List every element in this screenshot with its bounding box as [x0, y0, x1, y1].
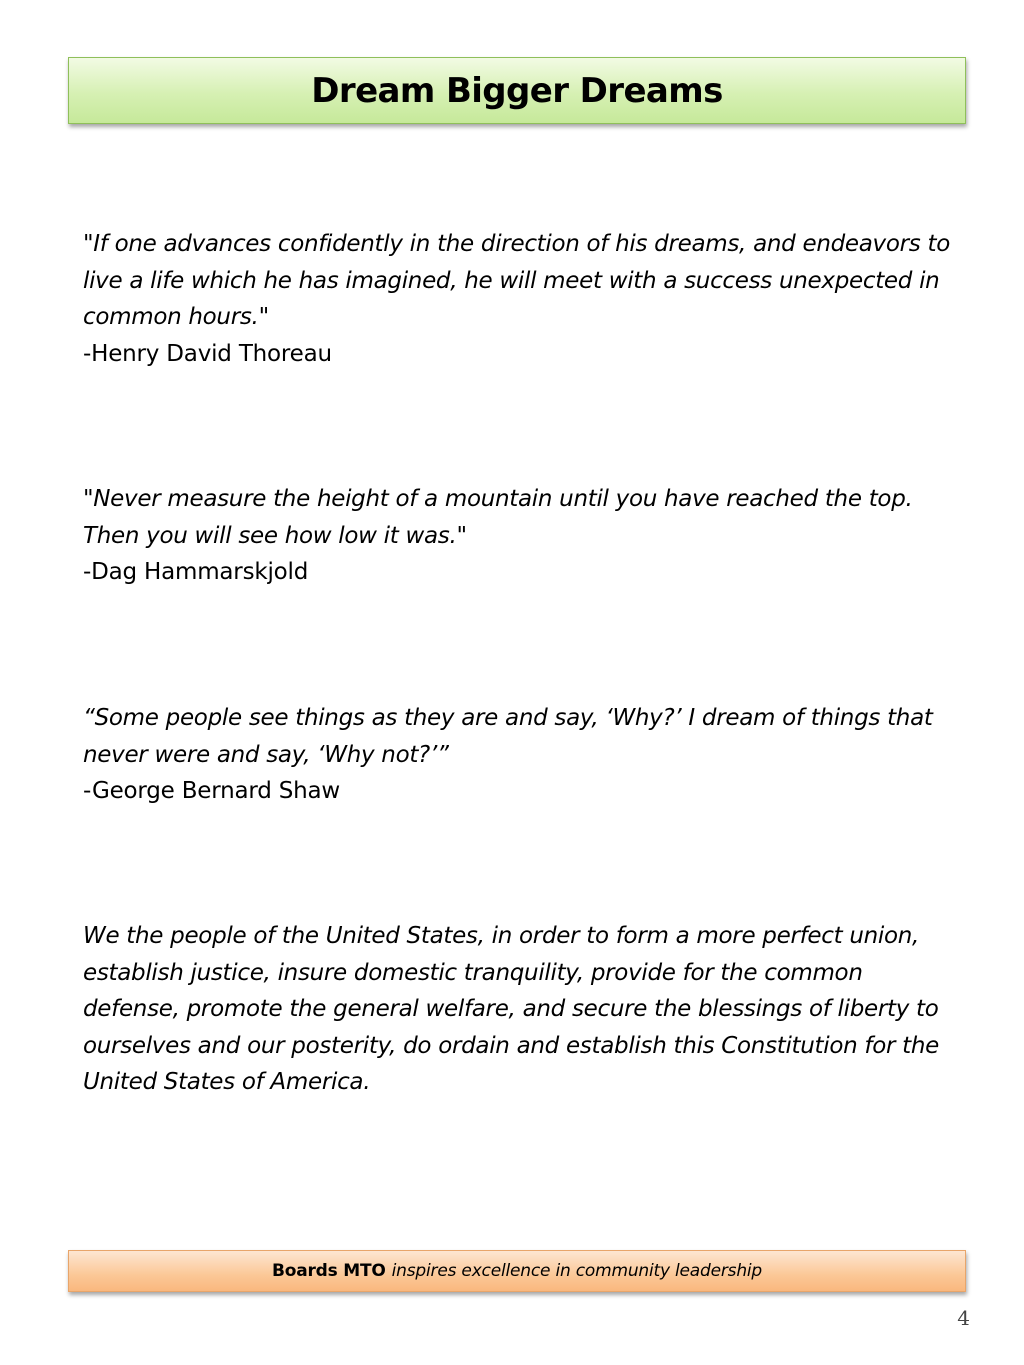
page-number: 4 — [957, 1306, 970, 1330]
quote-text: We the people of the United States, in order to form a more perfect union, establish justice, insure domestic tranquility, provide for the common defense, promote the general welfare, and secure the blessings of liberty to ourselves and our posterity, do ordain and establish this Constitution for the United States of America. — [83, 923, 940, 1095]
quote-author: -George Bernard Shaw — [83, 778, 340, 804]
quote-constitution-preamble — [83, 918, 963, 1101]
quote-text: "If one advances confidently in the direction of his dreams, and endeavors to live a life which he has imagined, he will meet with a success unexpected in common hours." — [83, 231, 950, 330]
quote-shaw — [83, 700, 963, 810]
quote-thoreau — [83, 226, 963, 372]
quote-hammarskjold — [83, 481, 963, 591]
quote-author: -Henry David Thoreau — [83, 340, 332, 367]
quote-author: -Dag Hammarskjold — [83, 559, 309, 585]
footer-tagline: inspires excellence in community leadership — [391, 1261, 763, 1281]
footer-banner — [68, 1250, 966, 1292]
quote-text: “Some people see things as they are and say, ‘Why?’ I dream of things that never were and say, ‘Why not?’” — [83, 705, 933, 768]
footer-brand: Boards MTO — [271, 1261, 386, 1281]
quote-text: "Never measure the height of a mountain until you have reached the top. Then you will see how low it was." — [83, 486, 913, 549]
page-title: Dream Bigger Dreams — [311, 70, 723, 111]
title-banner — [68, 57, 966, 124]
